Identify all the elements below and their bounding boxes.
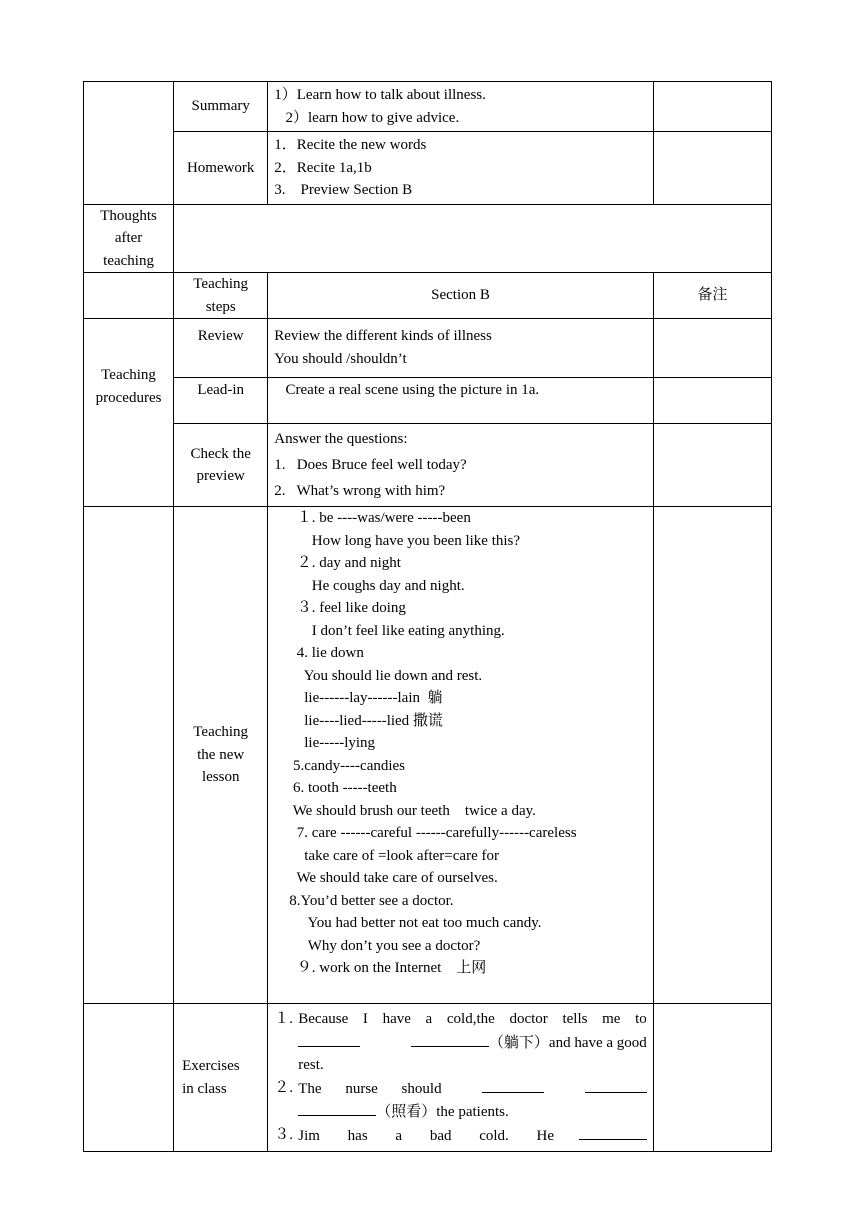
lesson-line: ２. day and night [274,555,401,571]
exercise-number: １. [274,1011,294,1027]
empty-cell [84,82,174,205]
answer-blank[interactable] [579,1124,647,1140]
procedures-label-line: procedures [95,389,162,406]
exercise-number: ３. [274,1126,294,1143]
check-line-2: 1. Does Bruce feel well today? [274,457,467,473]
lesson-line: lie----lied-----lied 撒谎 [274,712,443,729]
summary-row [84,82,772,132]
check-preview-content [268,424,654,507]
notes-cell [653,319,771,378]
exercise-hint: （躺下）and have a good [488,1034,647,1051]
exercise-text: Jim has a bad cold. He [298,1127,555,1144]
answer-blank[interactable] [411,1031,489,1047]
check-label-line: Check the [190,445,251,462]
lesson-line: 8.You’d better see a doctor. [274,892,454,909]
exercise-hint: （照看）the patients. [376,1104,509,1120]
lesson-line: 4. lie down [274,645,364,661]
empty-cell [84,273,174,319]
lesson-line: We should brush our teeth twice a day. [274,802,536,819]
notes-cell [653,1004,771,1152]
review-line-2: You should /shouldn’t [274,350,407,367]
lesson-line: Why don’t you see a doctor? [274,937,481,954]
exercise-text: Because I have a cold,the doctor tells me to [298,1011,647,1027]
new-lesson-label-line: lesson [201,769,240,786]
lesson-line: ３. feel like doing [274,600,406,616]
homework-line-1: 1．Recite the new words [274,137,427,153]
check-preview-label [174,424,268,507]
review-label: Review [174,319,268,378]
lesson-line: 7. care ------careful ------carefully------careless [274,825,577,841]
teaching-steps-line: steps [205,298,236,315]
thoughts-label [84,204,174,273]
notes-header: 备注 [653,273,771,319]
leadin-content [268,378,654,424]
summary-content [268,82,654,132]
exercise-item-1 [274,1008,647,1077]
new-lesson-label-line: Teaching [193,724,249,741]
new-lesson-label [174,507,268,1004]
lesson-line: 6. tooth -----teeth [274,780,397,796]
lesson-line: ９. work on the Internet 上网 [274,960,487,976]
lesson-line: lie-----lying [274,735,376,751]
exercises-row [84,1004,772,1152]
lesson-line: lie------lay------lain 躺 [274,690,443,706]
summary-line-1: 1）Learn how to talk about illness. [274,87,486,103]
exercise-item-3 [274,1124,647,1148]
section-header-row [84,273,772,319]
homework-row [84,132,772,205]
check-preview-row [84,424,772,507]
exercise-text: The nurse should [298,1080,442,1097]
thoughts-label-line: after [114,230,143,246]
leadin-label: Lead-in [174,378,268,424]
thoughts-row [84,204,772,273]
exercises-label-line: Exercises [182,1058,240,1074]
thoughts-label-line: teaching [103,252,154,269]
new-lesson-label-line: the new [197,746,245,763]
exercises-label [174,1004,268,1152]
teaching-steps-line: Teaching [193,276,249,292]
leadin-row [84,378,772,424]
answer-blank[interactable] [482,1077,544,1093]
empty-cell [84,1004,174,1152]
review-row [84,319,772,378]
check-line-1: Answer the questions: [274,431,408,447]
homework-content [268,132,654,205]
lesson-line: You should lie down and rest. [274,667,483,684]
teaching-procedures-label [84,319,174,507]
exercises-content [268,1004,654,1152]
exercise-text: rest. [298,1057,324,1073]
notes-cell [653,82,771,132]
section-title: Section B [268,273,654,319]
check-label-line: preview [196,468,245,484]
leadin-text: Create a real scene using the picture in 1a. [274,382,540,398]
thoughts-content [174,204,772,273]
thoughts-label-line: Thoughts [100,207,157,224]
exercise-number: ２. [274,1079,294,1096]
new-lesson-row [84,507,772,1004]
lesson-line: I don’t feel like eating anything. [274,622,505,639]
review-line-1: Review the different kinds of illness [274,328,492,344]
lesson-plan-table [83,81,772,1152]
notes-cell [653,132,771,205]
homework-line-2: 2．Recite 1a,1b [274,159,372,176]
empty-cell [84,507,174,1004]
summary-label: Summary [174,82,268,132]
notes-cell [653,424,771,507]
notes-cell [653,378,771,424]
lesson-line: １. be ----was/were -----been [274,510,471,526]
exercise-item-2 [274,1077,647,1124]
answer-blank[interactable] [298,1100,376,1116]
lesson-line: 5.candy----candies [274,757,406,774]
summary-line-2: 2）learn how to give advice. [274,109,460,126]
teaching-steps-header [174,273,268,319]
lesson-line: take care of =look after=care for [274,847,499,864]
lesson-line: How long have you been like this? [274,532,521,549]
notes-cell [653,507,771,1004]
procedures-label-line: Teaching [101,367,156,383]
homework-label: Homework [174,132,268,205]
answer-blank[interactable] [585,1077,647,1093]
homework-line-3: 3. Preview Section B [274,182,413,198]
check-line-3: 2. What’s wrong with him? [274,483,446,499]
review-content [268,319,654,378]
exercises-label-line: in class [182,1080,227,1097]
lesson-line: He coughs day and night. [274,577,465,594]
answer-blank[interactable] [298,1031,360,1047]
new-lesson-content [268,507,654,1004]
lesson-line: We should take care of ourselves. [274,870,498,886]
lesson-line: You had better not eat too much candy. [274,915,542,931]
